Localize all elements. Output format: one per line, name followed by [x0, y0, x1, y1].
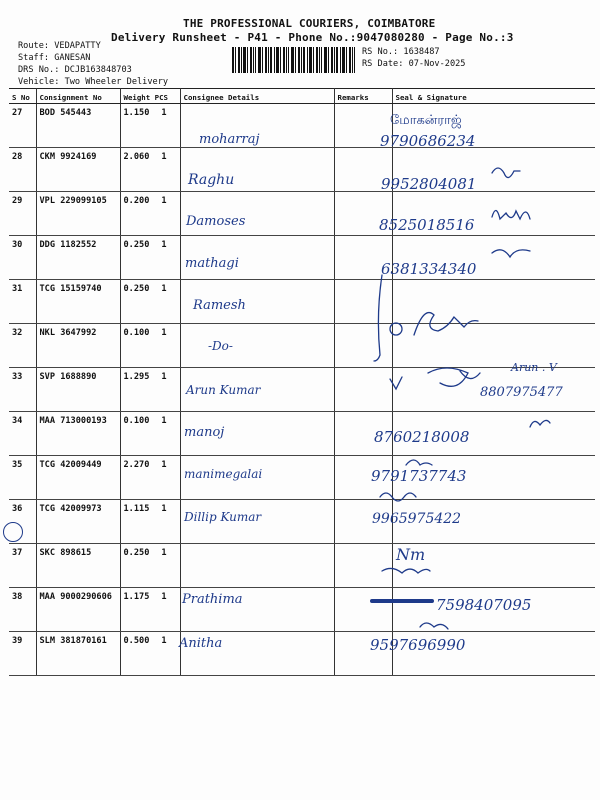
rs-number: RS No.: 1638487 — [362, 47, 440, 57]
signature-mark — [530, 420, 550, 427]
consignee-handwriting: Dillip Kumar — [184, 510, 262, 524]
weight-pcs-cell — [120, 104, 180, 148]
seal-handwriting: 8525018516 — [379, 216, 475, 234]
weight-value: 0.250 — [123, 548, 150, 558]
consignment-cell: TCG 15159740 — [36, 280, 120, 324]
vehicle-label: Vehicle: Two Wheeler Delivery — [18, 77, 169, 87]
weight-value: 2.060 — [123, 152, 150, 162]
tamil-signature-handwriting: மோகன்ராஜ் — [390, 113, 462, 128]
signature-mark — [414, 313, 478, 336]
pcs-value: 1 — [161, 416, 167, 426]
sno-cell: 30 — [9, 236, 36, 280]
weight-pcs-cell — [120, 588, 180, 632]
consignment-cell: VPL 229099105 — [36, 192, 120, 236]
route-label: Route: VEDAPATTY — [18, 41, 101, 51]
col-header-pcs: PCS — [154, 92, 169, 102]
col-header-consignee: Consignee Details — [180, 89, 334, 104]
col-header-sno: S No — [9, 89, 36, 104]
signature-mark — [420, 623, 448, 629]
weight-pcs-cell — [120, 412, 180, 456]
runsheet-subtitle: Delivery Runsheet - P41 - Phone No.:9047080280 - Page No.:3 — [111, 31, 514, 44]
pcs-value: 1 — [161, 108, 167, 118]
signature-mark — [492, 250, 530, 257]
weight-pcs-cell — [120, 368, 180, 412]
weight-pcs-cell — [120, 500, 180, 544]
seal-handwriting: 9597696990 — [370, 636, 466, 654]
weight-value: 0.200 — [123, 196, 150, 206]
signature-mark — [492, 210, 530, 219]
seal-handwriting: 9952804081 — [381, 175, 477, 193]
consignee-cell — [180, 544, 334, 588]
weight-value: 0.100 — [123, 416, 150, 426]
consignee-handwriting: manimegalai — [184, 467, 263, 481]
arun-note-handwriting: Arun . V — [511, 361, 557, 374]
weight-pcs-cell — [120, 544, 180, 588]
pcs-value: 1 — [161, 328, 167, 338]
sno-cell: 36 — [9, 500, 36, 544]
weight-value: 1.175 — [123, 592, 150, 602]
sno-cell: 31 — [9, 280, 36, 324]
consignee-handwriting: Anitha — [179, 636, 223, 651]
pcs-value: 1 — [161, 636, 167, 646]
pcs-value: 1 — [161, 592, 167, 602]
consignment-cell: TCG 42009973 — [36, 500, 120, 544]
consignee-handwriting: Prathima — [182, 592, 243, 607]
sno-cell: 28 — [9, 148, 36, 192]
drs-label: DRS No.: DCJB163848703 — [18, 65, 132, 75]
weight-pcs-cell — [120, 280, 180, 324]
consignment-cell: DDG 1182552 — [36, 236, 120, 280]
col-header-seal: Seal & Signature — [392, 89, 595, 104]
weight-pcs-cell — [120, 192, 180, 236]
consignment-cell: BOD 545443 — [36, 104, 120, 148]
weight-value: 0.250 — [123, 284, 150, 294]
weight-value: 2.270 — [123, 460, 150, 470]
weight-pcs-cell — [120, 632, 180, 676]
signature-mark — [492, 168, 520, 178]
signature-mark — [428, 368, 480, 386]
consignee-cell — [180, 324, 334, 368]
sno-cell: 32 — [9, 324, 36, 368]
signature-mark — [380, 493, 416, 501]
sno-cell: 38 — [9, 588, 36, 632]
weight-pcs-cell — [120, 148, 180, 192]
signature-mark — [406, 460, 432, 465]
consignment-cell: SLM 381870161 — [36, 632, 120, 676]
bracket-mark — [374, 275, 382, 361]
signature-mark — [382, 568, 430, 573]
weight-value: 0.500 — [123, 636, 150, 646]
signature-mark — [390, 323, 402, 335]
pcs-value: 1 — [161, 504, 167, 514]
weight-pcs-cell — [120, 236, 180, 280]
seal-handwriting: Nm — [396, 545, 426, 564]
staff-label: Staff: GANESAN — [18, 53, 91, 63]
pcs-value: 1 — [161, 460, 167, 470]
pcs-value: 1 — [161, 284, 167, 294]
pcs-value: 1 — [161, 196, 167, 206]
barcode-image — [232, 47, 355, 73]
seal-handwriting: 9965975422 — [372, 511, 462, 527]
company-title: THE PROFESSIONAL COURIERS, COIMBATORE — [183, 17, 436, 30]
consignee-handwriting: -Do- — [208, 339, 233, 353]
consignee-handwriting: Arun Kumar — [186, 383, 261, 397]
sno-cell: 34 — [9, 412, 36, 456]
row-37-circle-mark — [3, 522, 23, 542]
consignee-handwriting: moharraj — [199, 132, 260, 147]
weight-value: 1.115 — [123, 504, 150, 514]
col-header-consignment: Consignment No — [36, 89, 120, 104]
sno-cell: 37 — [9, 544, 36, 588]
seal-handwriting: 8760218008 — [374, 428, 470, 446]
sno-cell: 29 — [9, 192, 36, 236]
col-header-weight: Weight — [123, 92, 151, 102]
seal-handwriting: 6381334340 — [381, 260, 477, 278]
rs-date: RS Date: 07-Nov-2025 — [362, 59, 466, 69]
consignee-handwriting: Raghu — [188, 172, 235, 188]
consignment-cell: NKL 3647992 — [36, 324, 120, 368]
seal-handwriting: 9791737743 — [371, 467, 467, 485]
consignee-handwriting: Damoses — [186, 214, 246, 229]
seal-handwriting: 8807975477 — [480, 385, 563, 400]
weight-value: 0.100 — [123, 328, 150, 338]
consignee-handwriting: mathagi — [185, 256, 239, 271]
sno-cell: 33 — [9, 368, 36, 412]
seal-handwriting: 7598407095 — [436, 596, 532, 614]
pcs-value: 1 — [161, 240, 167, 250]
consignment-cell: MAA 713000193 — [36, 412, 120, 456]
signature-scribbles — [370, 105, 595, 665]
consignment-cell: MAA 9000290606 — [36, 588, 120, 632]
consignee-handwriting: Ramesh — [193, 298, 246, 313]
table-header-row — [9, 89, 595, 104]
pcs-value: 1 — [161, 152, 167, 162]
pcs-value: 1 — [161, 372, 167, 382]
sno-cell: 39 — [9, 632, 36, 676]
weight-pcs-cell — [120, 324, 180, 368]
sno-cell: 35 — [9, 456, 36, 500]
consignment-cell: CKM 9924169 — [36, 148, 120, 192]
weight-value: 1.150 — [123, 108, 150, 118]
signature-mark — [390, 377, 402, 389]
consignee-handwriting: manoj — [184, 425, 225, 440]
weight-value: 1.295 — [123, 372, 150, 382]
col-header-weight-pcs — [120, 89, 180, 104]
seal-handwriting: 9790686234 — [380, 132, 476, 150]
consignment-cell: TCG 42009449 — [36, 456, 120, 500]
weight-pcs-cell — [120, 456, 180, 500]
consignment-cell: SVP 1688890 — [36, 368, 120, 412]
pcs-value: 1 — [161, 548, 167, 558]
consignment-cell: SKC 898615 — [36, 544, 120, 588]
weight-value: 0.250 — [123, 240, 150, 250]
col-header-remarks: Remarks — [334, 89, 392, 104]
sno-cell: 27 — [9, 104, 36, 148]
